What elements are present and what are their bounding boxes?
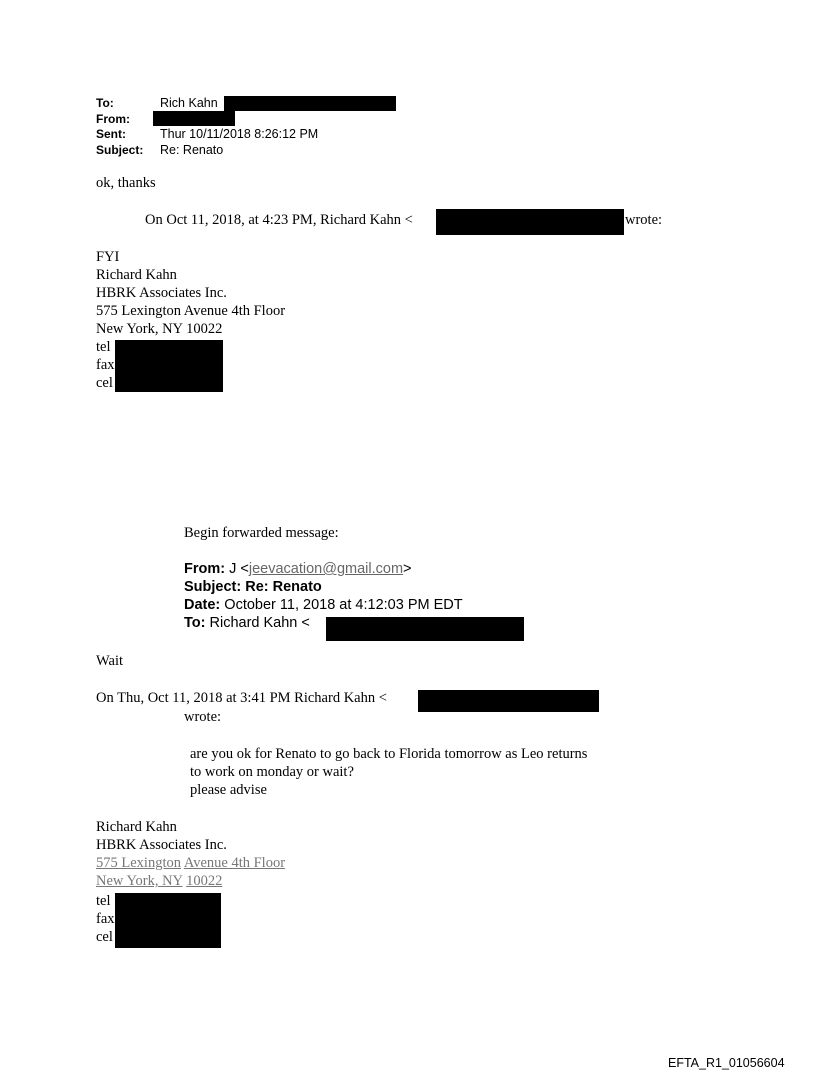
redaction-bar <box>326 617 524 641</box>
subject-label: Subject: <box>96 143 144 157</box>
redaction-bar <box>115 893 221 948</box>
signature2-cel-label: cel <box>96 929 113 945</box>
redaction-bar <box>115 340 223 392</box>
signature-address-line1: 575 Lexington Avenue 4th Floor <box>96 303 286 319</box>
redaction-bar <box>418 690 599 712</box>
from-label: From: <box>96 112 130 126</box>
to-value: Rich Kahn <box>160 96 218 110</box>
forwarded-date-line <box>184 597 463 613</box>
inner-message-line1: are you ok for Renato to go back to Florida tomorrow as Leo returns <box>190 746 588 762</box>
forwarded-date-label: Date: <box>184 597 221 613</box>
signature-fax-label: fax <box>96 357 115 373</box>
inner-quote-wrote: wrote: <box>184 709 222 725</box>
signature2-address-line2 <box>96 872 222 890</box>
signature-address-line2: New York, NY 10022 <box>96 321 223 337</box>
to-label: To: <box>96 96 114 110</box>
inner-quote-intro: On Thu, Oct 11, 2018 at 3:41 PM Richard Kahn < <box>96 690 387 706</box>
forwarded-from-close: > <box>403 561 412 577</box>
signature-name: Richard Kahn <box>96 267 177 283</box>
forwarded-subject-label: Subject: <box>184 579 242 595</box>
forwarded-date-value: October 11, 2018 at 4:12:03 PM EDT <box>224 597 463 613</box>
fyi-text: FYI <box>96 249 120 265</box>
signature-tel-label: tel <box>96 339 111 355</box>
signature2-name: Richard Kahn <box>96 819 177 835</box>
signature2-tel-label: tel <box>96 893 111 909</box>
quote-intro-wrote: wrote: <box>625 212 663 228</box>
forwarded-from-email-link[interactable]: jeevacation@gmail.com <box>248 561 404 577</box>
forwarded-to-value: Richard Kahn < <box>209 615 310 631</box>
forwarded-from-line <box>184 561 412 577</box>
address-link[interactable]: New York, NY <box>96 873 183 889</box>
signature2-address-line1 <box>96 854 285 872</box>
forwarded-subject-line <box>184 579 322 595</box>
subject-value: Re: Renato <box>160 143 224 157</box>
wait-text: Wait <box>96 653 124 669</box>
signature-cel-label: cel <box>96 375 113 391</box>
address-link[interactable]: 575 Lexington <box>96 855 181 871</box>
forwarded-intro: Begin forwarded message: <box>184 525 339 541</box>
forwarded-from-label: From: <box>184 561 226 577</box>
redaction-bar <box>153 111 235 126</box>
address-link[interactable]: Avenue 4th Floor <box>183 855 286 871</box>
sent-label: Sent: <box>96 127 126 141</box>
forwarded-to-label: To: <box>184 615 206 631</box>
signature2-fax-label: fax <box>96 911 115 927</box>
forwarded-to-line <box>184 615 310 631</box>
bates-number: EFTA_R1_01056604 <box>668 1056 785 1070</box>
signature2-company: HBRK Associates Inc. <box>96 837 227 853</box>
signature-company: HBRK Associates Inc. <box>96 285 227 301</box>
sent-value: Thur 10/11/2018 8:26:12 PM <box>160 127 319 141</box>
redaction-bar <box>224 96 396 111</box>
quote-intro: On Oct 11, 2018, at 4:23 PM, Richard Kahn < <box>145 212 413 228</box>
forwarded-subject-value: Re: Renato <box>245 579 322 595</box>
redaction-bar <box>436 209 624 235</box>
forwarded-from-name: J < <box>229 561 249 577</box>
inner-message-line3: please advise <box>190 782 267 798</box>
reply-text: ok, thanks <box>96 175 156 191</box>
address-link[interactable]: 10022 <box>186 873 223 889</box>
inner-message-line2: to work on monday or wait? <box>190 764 354 780</box>
